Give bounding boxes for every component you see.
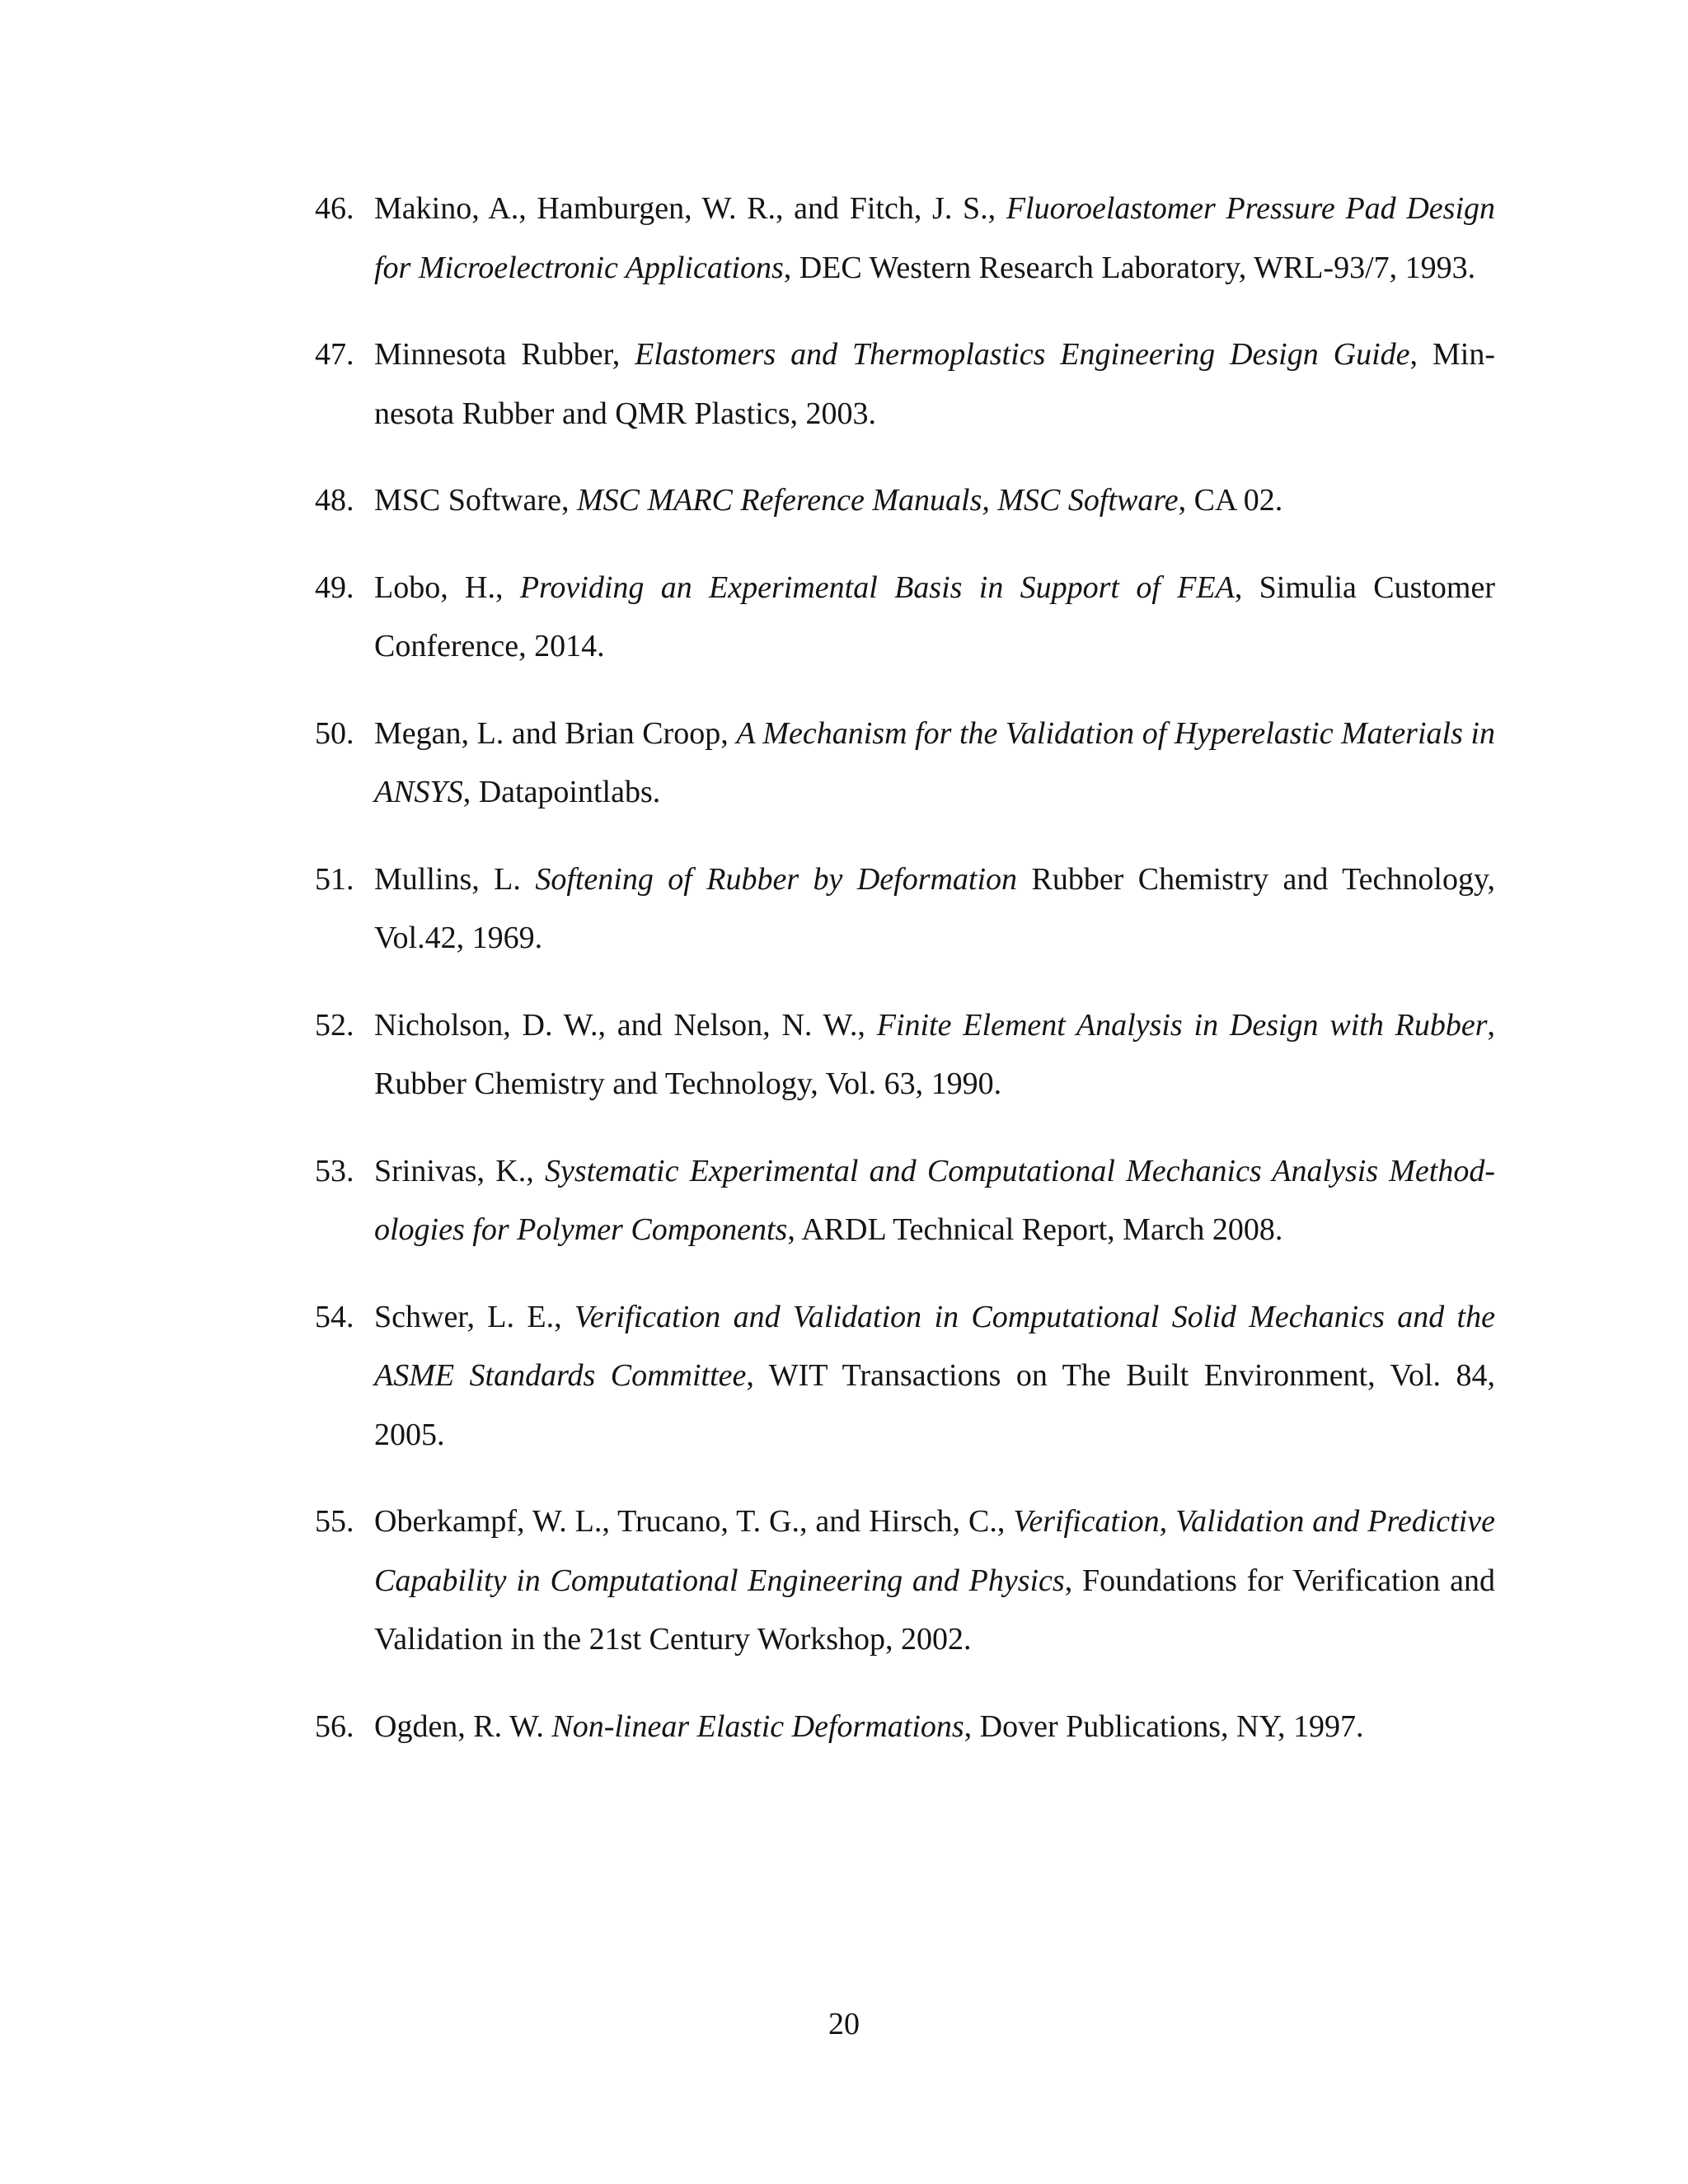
reference-details: , DEC Western Research Laboratory, WRL-93/7, 1993. <box>783 250 1476 285</box>
reference-authors: Nicholson, D. W., and Nelson, N. W., <box>374 1007 877 1043</box>
reference-details: , Simulia Customer Conference, 2014. <box>374 569 1495 663</box>
reference-text <box>374 191 1495 285</box>
reference-item <box>315 180 1495 298</box>
reference-text <box>374 483 1282 518</box>
reference-number: 46. <box>315 191 354 226</box>
reference-list <box>315 180 1495 1784</box>
reference-details: Rubber Chemistry and Technology, Vol.42, 1969. <box>374 861 1495 955</box>
reference-details: , Rubber Chemistry and Technology, Vol. 63, 1990. <box>374 1007 1496 1101</box>
reference-details: , WIT Transactions on The Built Environment, Vol. 84, 2005. <box>374 1358 1495 1452</box>
reference-text <box>374 1504 1495 1657</box>
reference-authors: MSC Software, <box>374 483 577 518</box>
reference-title: Systematic Experimental and Computational Mechanics Analysis Methodologies for Polymer Components <box>374 1153 1496 1247</box>
reference-text <box>374 716 1495 810</box>
reference-title: Verification, Validation and Predictive Capability in Computational Engineering and Physics <box>374 1504 1495 1598</box>
reference-text <box>374 570 1495 664</box>
reference-authors: Srinivas, K., <box>374 1153 545 1188</box>
reference-number: 56. <box>315 1708 354 1744</box>
reference-item <box>315 1493 1495 1670</box>
reference-text <box>374 337 1495 431</box>
reference-title: A Mechanism for the Validation of Hyperelastic Materials in ANSYS <box>374 715 1495 809</box>
reference-number: 53. <box>315 1153 354 1188</box>
reference-number: 52. <box>315 1007 354 1043</box>
reference-authors: Megan, L. and Brian Croop, <box>374 715 737 751</box>
reference-authors: Schwer, L. E., <box>374 1299 574 1334</box>
reference-authors: Makino, A., Hamburgen, W. R., and Fitch, J. S., <box>374 191 1006 226</box>
reference-item <box>315 1288 1495 1465</box>
reference-item <box>315 1698 1495 1757</box>
reference-details: , Foundations for Verification and Validation in the 21st Century Workshop, 2002. <box>374 1563 1495 1657</box>
reference-item <box>315 705 1495 823</box>
reference-title: Finite Element Analysis in Design with Rubber <box>876 1007 1488 1043</box>
reference-authors: Oberkampf, W. L., Trucano, T. G., and Hirsch, C., <box>374 1504 1014 1539</box>
reference-title: Fluoroelastomer Pressure Pad Design for Microelectronic Applications <box>374 191 1496 285</box>
reference-details: , Dover Publications, NY, 1997. <box>964 1708 1364 1744</box>
reference-text <box>374 1008 1495 1102</box>
reference-authors: Minnesota Rubber, <box>374 337 635 372</box>
reference-title: Non-linear Elastic Deformations <box>551 1708 964 1744</box>
reference-details: , Datapointlabs. <box>462 775 661 809</box>
reference-text <box>374 862 1495 956</box>
reference-item <box>315 559 1495 677</box>
reference-number: 54. <box>315 1299 354 1334</box>
reference-title: Softening of Rubber by Deformation <box>535 861 1018 897</box>
reference-text <box>374 1300 1495 1452</box>
reference-item <box>315 326 1495 443</box>
reference-number: 50. <box>315 715 354 751</box>
reference-number: 47. <box>315 337 354 372</box>
reference-title: MSC MARC Reference Manuals, MSC Software <box>576 483 1179 518</box>
reference-item <box>315 1142 1495 1260</box>
reference-details: , CA 02. <box>1178 483 1283 518</box>
reference-text <box>374 1709 1364 1744</box>
reference-number: 49. <box>315 569 354 605</box>
reference-authors: Mullins, L. <box>374 861 536 897</box>
reference-item <box>315 851 1495 968</box>
reference-title: Verification and Validation in Computational Solid Mechanics and the ASME Standards Committee <box>374 1299 1495 1393</box>
reference-details: , ARDL Technical Report, March 2008. <box>787 1212 1283 1247</box>
reference-title: Providing an Experimental Basis in Support of FEA <box>519 569 1235 605</box>
reference-authors: Ogden, R. W. <box>374 1708 552 1744</box>
reference-number: 55. <box>315 1504 354 1539</box>
reference-number: 48. <box>315 483 354 518</box>
page-number: 20 <box>828 2007 860 2041</box>
reference-title: Elastomers and Thermoplastics Engineering Design Guide <box>635 337 1410 372</box>
reference-number: 51. <box>315 861 354 897</box>
reference-item <box>315 471 1495 531</box>
reference-text <box>374 1154 1495 1248</box>
reference-details: , Minnesota Rubber and QMR Plastics, 2003. <box>374 337 1495 431</box>
reference-item <box>315 996 1495 1114</box>
reference-authors: Lobo, H., <box>374 569 520 605</box>
